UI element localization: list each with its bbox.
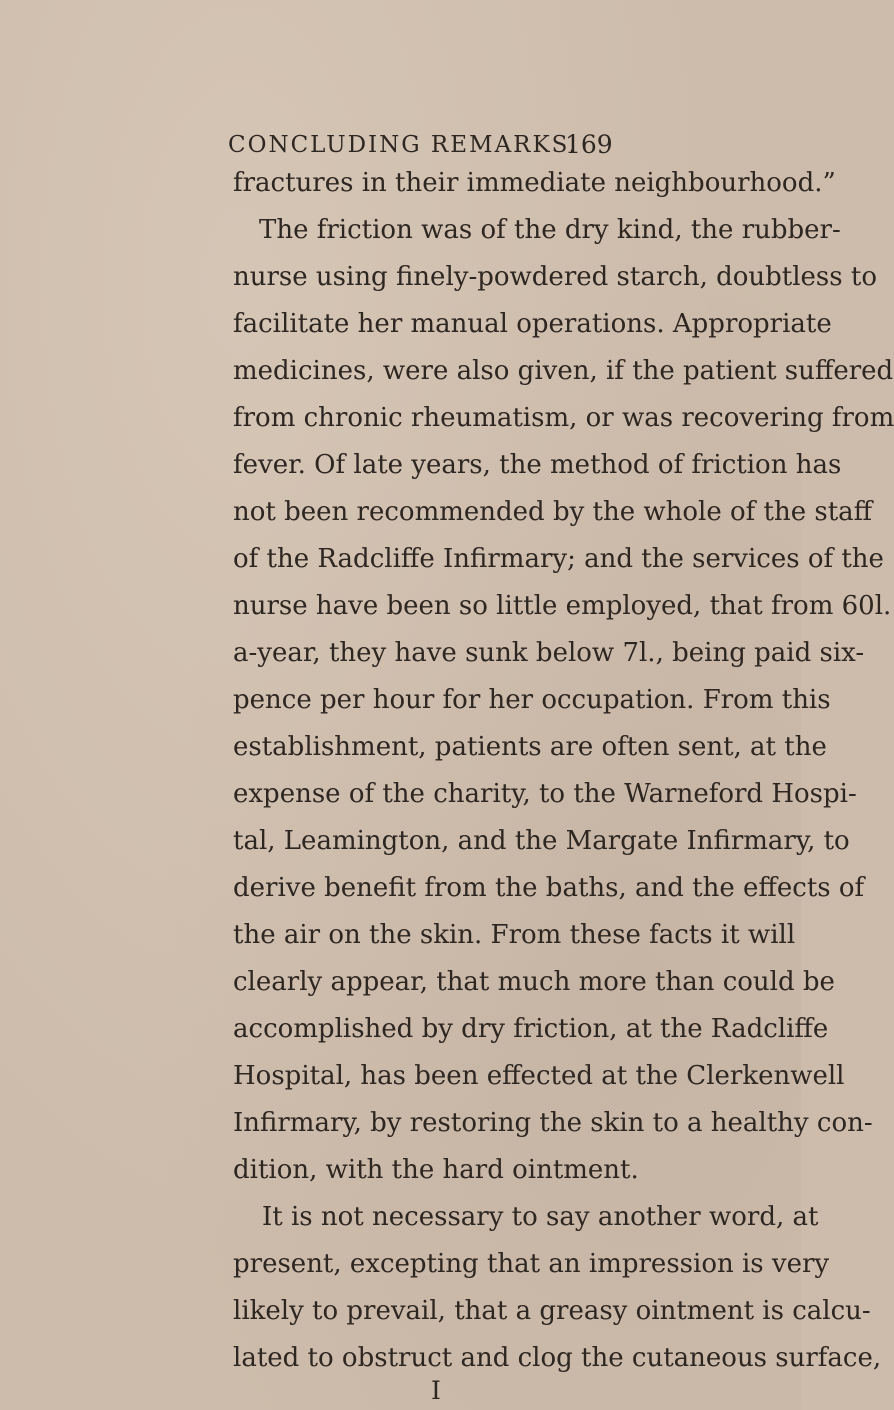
signature-mark: I xyxy=(431,1376,441,1405)
text-line: accomplished by dry friction, at the Radcliffe xyxy=(233,1014,829,1044)
text-line: not been recommended by the whole of the staff xyxy=(233,497,873,527)
text-line: present, excepting that an impression is very xyxy=(233,1249,830,1279)
text-line: Hospital, has been effected at the Clerkenwell xyxy=(233,1061,845,1091)
text-line: of the Radcliffe Infirmary; and the services of the xyxy=(233,544,884,574)
text-line: Infirmary, by restoring the skin to a healthy con- xyxy=(233,1108,873,1138)
text-line: pence per hour for her occupation. From this xyxy=(233,685,831,715)
text-line: lated to obstruct and clog the cutaneous surface, xyxy=(233,1343,882,1373)
text-line: The friction was of the dry kind, the rubber- xyxy=(259,215,841,245)
text-line: nurse have been so little employed, that from 60l. xyxy=(233,591,892,621)
text-line: the air on the skin. From these facts it will xyxy=(233,920,796,950)
text-line: likely to prevail, that a greasy ointment is calcu- xyxy=(233,1296,871,1326)
text-line: from chronic rheumatism, or was recovering from xyxy=(233,403,894,433)
text-line: a-year, they have sunk below 7l., being paid six- xyxy=(233,638,865,668)
text-line: medicines, were also given, if the patient suffered xyxy=(233,356,894,386)
page-number: 169 xyxy=(565,130,613,159)
text-line: establishment, patients are often sent, at the xyxy=(233,732,827,762)
text-line: fractures in their immediate neighbourhood.” xyxy=(233,168,836,198)
text-line: nurse using finely-powdered starch, doubtless to xyxy=(233,262,877,292)
running-title: CONCLUDING REMARKS. xyxy=(228,132,578,158)
text-line: derive benefit from the baths, and the effects of xyxy=(233,873,865,903)
text-line: fever. Of late years, the method of friction has xyxy=(233,450,842,480)
text-line: tal, Leamington, and the Margate Infirmary, to xyxy=(233,826,850,856)
text-line: It is not necessary to say another word, at xyxy=(262,1202,819,1232)
text-line: expense of the charity, to the Warneford Hospi- xyxy=(233,779,857,809)
text-line: clearly appear, that much more than could be xyxy=(233,967,835,997)
text-line: dition, with the hard ointment. xyxy=(233,1155,639,1185)
running-head xyxy=(0,118,801,158)
text-line: facilitate her manual operations. Appropriate xyxy=(233,309,832,339)
